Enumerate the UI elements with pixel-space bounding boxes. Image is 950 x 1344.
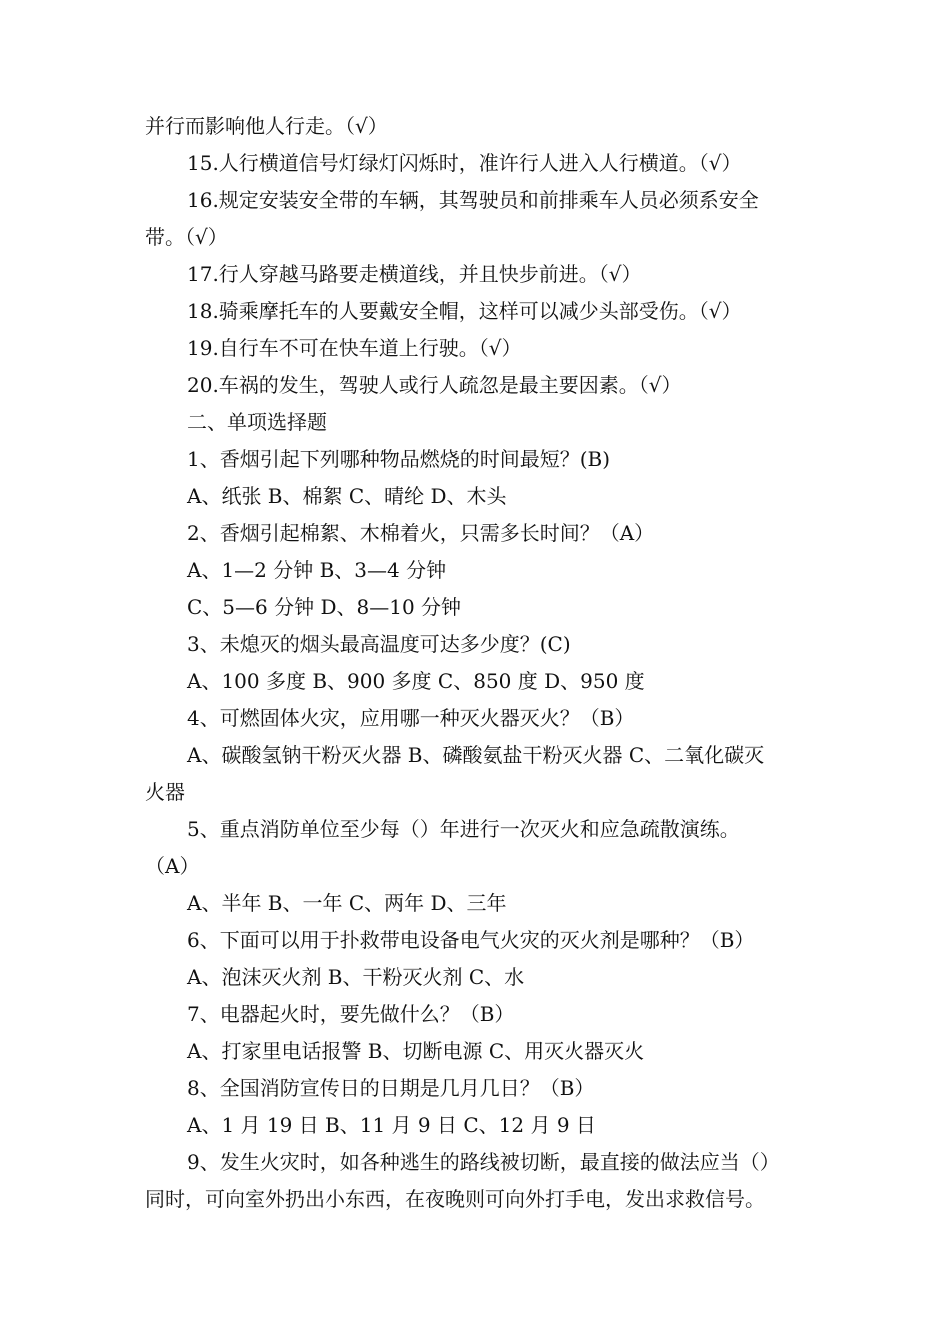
options-line: A、打家里电话报警 B、切断电源 C、用灭火器灭火: [187, 1039, 645, 1063]
question-line: 4、可燃固体火灾，应用哪一种灭火器灭火？（B）: [187, 706, 635, 730]
section-heading: 二、单项选择题: [187, 410, 327, 434]
answer-line: （A）: [145, 854, 200, 878]
text-line: 并行而影响他人行走。（√）: [145, 114, 388, 138]
text-line: 15.人行横道信号灯绿灯闪烁时，准许行人进入人行横道。（√）: [187, 151, 742, 175]
options-line: A、泡沫灭火剂 B、干粉灭火剂 C、水: [187, 965, 525, 989]
options-line: C、5—6 分钟 D、8—10 分钟: [187, 595, 462, 619]
text-line: 16.规定安装安全带的车辆，其驾驶员和前排乘车人员必须系安全: [187, 188, 759, 212]
question-line: 9、发生火灾时，如各种逃生的路线被切断，最直接的做法应当（）: [187, 1150, 780, 1174]
options-line: A、半年 B、一年 C、两年 D、三年: [187, 891, 507, 915]
options-line: A、1 月 19 日 B、11 月 9 日 C、12 月 9 日: [187, 1113, 596, 1137]
question-line: 3、未熄灭的烟头最高温度可达多少度？(C): [187, 632, 571, 656]
options-line: A、1—2 分钟 B、3—4 分钟: [187, 558, 447, 582]
question-line: 7、电器起火时，要先做什么？（B）: [187, 1002, 515, 1026]
options-line: 火器: [145, 780, 185, 804]
text-line: 20.车祸的发生，驾驶人或行人疏忽是最主要因素。（√）: [187, 373, 682, 397]
text-line: 带。（√）: [145, 225, 228, 249]
question-line: 8、全国消防宣传日的日期是几月几日？（B）: [187, 1076, 595, 1100]
question-line: 5、重点消防单位至少每（）年进行一次灭火和应急疏散演练。: [187, 817, 740, 841]
text-line: 17.行人穿越马路要走横道线，并且快步前进。（√）: [187, 262, 642, 286]
text-line: 18.骑乘摩托车的人要戴安全帽，这样可以减少头部受伤。（√）: [187, 299, 742, 323]
text-line: 同时，可向室外扔出小东西，在夜晚则可向外打手电，发出求救信号。: [145, 1187, 765, 1211]
options-line: A、纸张 B、棉絮 C、晴纶 D、木头: [187, 484, 507, 508]
options-line: A、碳酸氢钠干粉灭火器 B、磷酸氨盐干粉灭火器 C、二氧化碳灭: [187, 743, 765, 767]
question-line: 1、香烟引起下列哪种物品燃烧的时间最短？(B): [187, 447, 611, 471]
document-body: [145, 108, 830, 1218]
options-line: A、100 多度 B、900 多度 C、850 度 D、950 度: [187, 669, 645, 693]
question-line: 2、香烟引起棉絮、木棉着火，只需多长时间？（A）: [187, 521, 655, 545]
text-line: 19.自行车不可在快车道上行驶。（√）: [187, 336, 522, 360]
question-line: 6、下面可以用于扑救带电设备电气火灾的灭火剂是哪种？（B）: [187, 928, 755, 952]
